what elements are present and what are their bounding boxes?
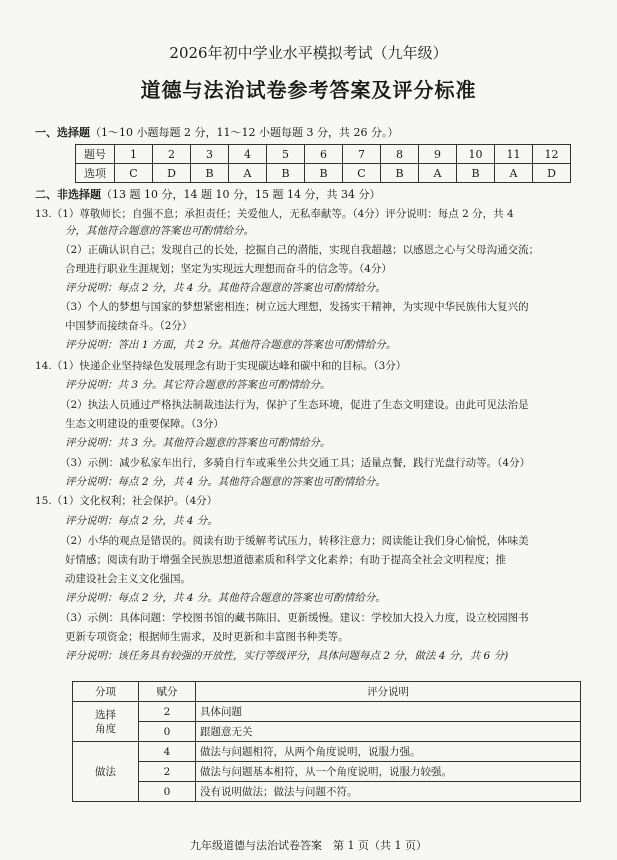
table-row: [73, 742, 581, 762]
rubric-desc: 具体问题: [196, 702, 581, 722]
answer-cell: B: [191, 164, 229, 183]
table-row: [73, 762, 581, 782]
question-number: 10: [457, 145, 495, 164]
scoring-rubric-table: [72, 681, 581, 802]
document-title: 道德与法治试卷参考答案及评分标准: [140, 78, 477, 102]
q15-part2-line1: （2）小华的观点是错误的。阅读有助于缓解考试压力，转移注意力；阅读能让我们身心愉悦，体味美: [60, 535, 529, 547]
q15-part2-scoring: 评分说明：每点 2 分，共 4 分。其他符合题意的答案也可酌情给分。: [65, 592, 386, 604]
rubric-desc: 跟题意无关: [196, 722, 581, 742]
rubric-score: 0: [139, 722, 196, 742]
row-head-number: 题号: [76, 145, 115, 164]
rubric-score: 2: [139, 762, 196, 782]
table-row: [73, 702, 581, 722]
answer-cell: A: [419, 164, 457, 183]
table-row: [73, 682, 581, 702]
table-row: [73, 722, 581, 742]
question-number: 1: [115, 145, 153, 164]
answer-cell: A: [229, 164, 267, 183]
exam-title: 2026年初中学业水平模拟考试（九年级）: [169, 44, 448, 62]
q13-part3-scoring: 评分说明：答出 1 方面，共 2 分。其他符合题意的答案也可酌情给分。: [65, 339, 397, 351]
rubric-desc: 没有说明做法；做法与问题不符。: [196, 782, 581, 802]
rubric-score: 2: [139, 702, 196, 722]
q13-part1-line2: 分，其他符合题意的答案也可酌情给分。: [65, 225, 254, 237]
table-row: [73, 782, 581, 802]
q13-part2-scoring: 评分说明：每点 2 分，共 4 分。其他符合题意的答案也可酌情给分。: [65, 282, 386, 294]
answer-cell: A: [495, 164, 533, 183]
q13-part3-line1: （3）个人的梦想与国家的梦想紧密相连；树立远大理想，发扬实干精神，为实现中华民族伟大复兴的: [60, 301, 529, 313]
section-2-note: （13 题 10 分，14 题 10 分，15 题 14 分，共 34 分）: [101, 188, 381, 201]
rubric-category-angle-a: 选择: [95, 708, 116, 721]
question-number: 4: [229, 145, 267, 164]
row-head-answer: 选项: [76, 164, 115, 183]
q13-part2-line1: （2）正确认识自己；发现自己的长处，挖掘自己的潜能，实现自我超越；以感恩之心与父母沟通交流；: [60, 244, 540, 256]
question-number: 2: [153, 145, 191, 164]
table-row-numbers: [76, 145, 571, 164]
q15-part2-line3: 动建设社会主义文化强国。: [65, 573, 191, 585]
section-2-heading: [35, 186, 380, 202]
rubric-score: 4: [139, 742, 196, 762]
q14-part2-line2: 生态文明建设的重要保障。（3分）: [65, 418, 224, 430]
q14-part3-line1: （3）示例：减少私家车出行，多骑自行车或乘坐公共交通工具；适量点餐，践行光盘行动等。（4分）: [60, 457, 531, 469]
rubric-score: 0: [139, 782, 196, 802]
q14-part2-line1: （2）执法人员通过严格执法制裁违法行为，保护了生态环境，促进了生态文明建设。由此可见法治是: [60, 399, 529, 411]
table-row-answers: [76, 164, 571, 183]
rubric-header-desc: 评分说明: [196, 682, 581, 702]
question-number: 9: [419, 145, 457, 164]
q15-part1-scoring: 评分说明：每点 2 分，共 4 分。: [65, 515, 218, 527]
q15-part3-scoring: 评分说明：该任务具有较强的开放性，实行等级评分，具体问题每点 2 分，做法 4 分，共 6 分): [65, 650, 509, 662]
rubric-category-angle-b: 角度: [95, 722, 116, 735]
page-footer: 九年级道德与法治试卷答案 第 1 页（共 1 页）: [190, 839, 427, 852]
answer-cell: D: [533, 164, 571, 183]
section-1-heading: [35, 124, 398, 140]
rubric-category-method: 做法: [73, 742, 139, 802]
q14-part1-scoring: 评分说明：共 3 分。其它符合题意的答案也可酌情给分。: [65, 379, 331, 391]
q14-part2-scoring: 评分说明：共 3 分。其他符合题意的答案也可酌情给分。: [65, 437, 331, 449]
section-2-label: 二、非选择题: [35, 188, 101, 201]
q15-part3-line1: （3）示例：具体问题：学校图书馆的藏书陈旧、更新缓慢。建议：学校加大投入力度，设立校园图书: [60, 612, 529, 624]
question-number: 7: [343, 145, 381, 164]
answer-cell: B: [381, 164, 419, 183]
q13-part2-line2: 合理进行职业生涯规划；坚定为实现远大理想而奋斗的信念等。（4分）: [65, 263, 392, 275]
answer-cell: C: [343, 164, 381, 183]
choice-answer-table: [75, 144, 571, 183]
question-number: 8: [381, 145, 419, 164]
question-number: 12: [533, 145, 571, 164]
answer-cell: B: [267, 164, 305, 183]
q13-part3-line2: 中国梦而接续奋斗。（2分）: [65, 320, 193, 332]
answer-cell: D: [153, 164, 191, 183]
question-number: 5: [267, 145, 305, 164]
section-1-label: 一、选择题: [35, 126, 90, 139]
q14-part1-line1: 14.（1）快递企业坚持绿色发展理念有助于实现碳达峰和碳中和的目标。（3分）: [35, 360, 407, 372]
section-1-note: （1～10 小题每题 2 分，11～12 小题每题 3 分，共 26 分。）: [90, 126, 399, 139]
rubric-desc: 做法与问题相符，从两个角度说明，说服力强。: [196, 742, 581, 762]
rubric-category-angle: [73, 702, 139, 742]
question-number: 3: [191, 145, 229, 164]
answer-cell: B: [457, 164, 495, 183]
rubric-header-score: 赋分: [139, 682, 196, 702]
q15-part1-line1: 15.（1）文化权利；社会保护。（4分）: [35, 495, 218, 507]
answer-cell: C: [115, 164, 153, 183]
q15-part3-line2: 更新专项资金；根据师生需求，及时更新和丰富图书种类等。: [65, 631, 349, 643]
answer-cell: B: [305, 164, 343, 183]
rubric-desc: 做法与问题基本相符，从一个角度说明，说服力较强。: [196, 762, 581, 782]
rubric-header-item: 分项: [73, 682, 139, 702]
q14-part3-scoring: 评分说明：每点 2 分，共 4 分。其他符合题意的答案也可酌情给分。: [65, 476, 386, 488]
q13-part1-line1: 13.（1）尊敬师长；自强不息；承担责任；关爱他人，无私奉献等。（4分）评分说明：每点 2 分，共 4: [35, 208, 514, 220]
q15-part2-line2: 好情感；阅读有助于增强全民族思想道德素质和科学文化素养；有助于提高全社会文明程度；推: [65, 554, 506, 566]
question-number: 6: [305, 145, 343, 164]
question-number: 11: [495, 145, 533, 164]
